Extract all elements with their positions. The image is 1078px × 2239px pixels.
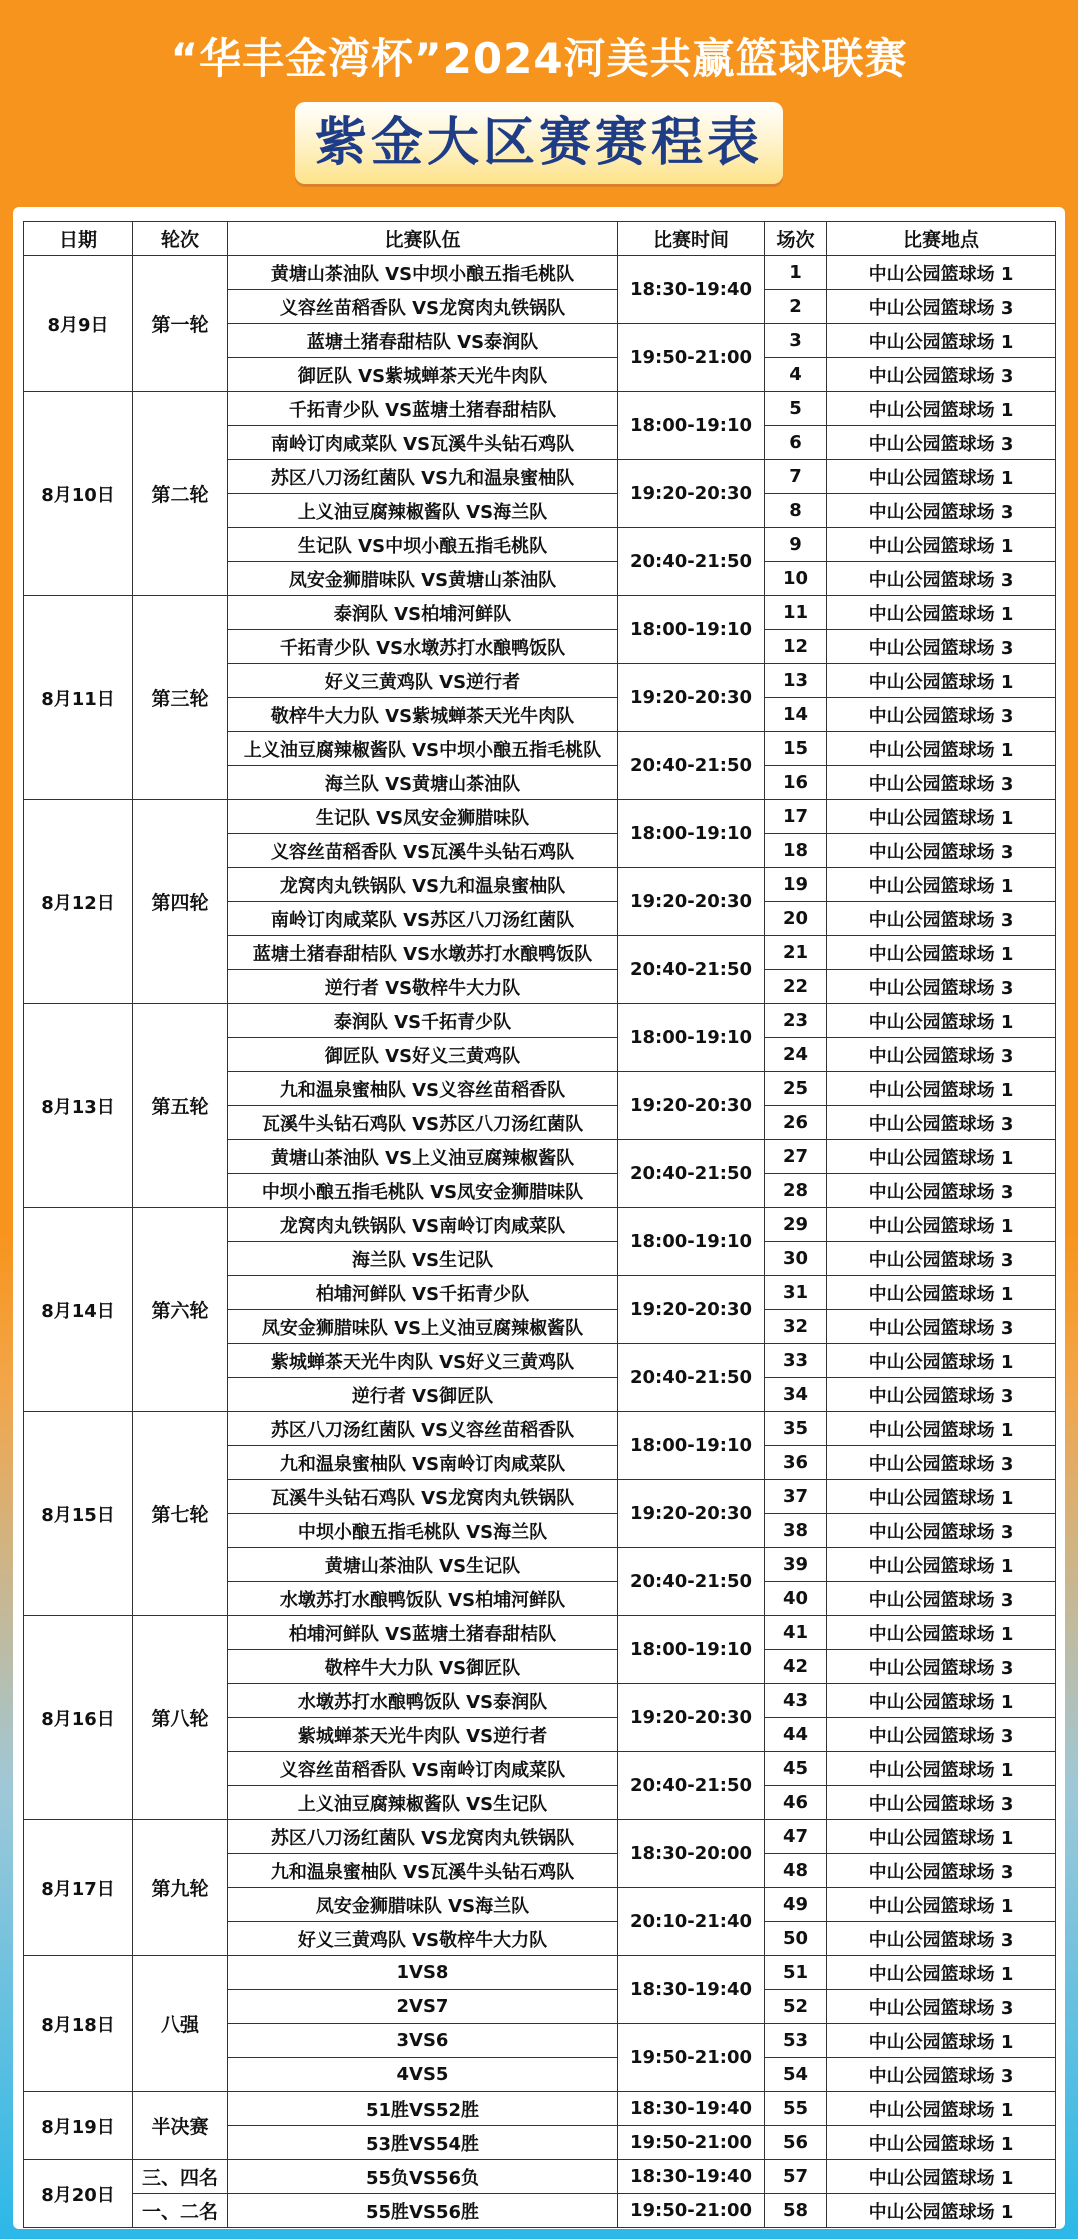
- game-no-cell: 19: [765, 868, 827, 902]
- round-cell: 半决赛: [133, 2092, 228, 2160]
- time-cell: 18:30-19:40: [618, 256, 765, 324]
- match-cell: 紫城蝉茶天光牛肉队 VS好义三黄鸡队: [228, 1344, 618, 1378]
- time-cell: 20:40-21:50: [618, 1344, 765, 1412]
- venue-cell: 中山公园篮球场 3: [827, 834, 1056, 868]
- venue-cell: 中山公园篮球场 3: [827, 970, 1056, 1004]
- round-cell: 第一轮: [133, 256, 228, 392]
- game-no-cell: 54: [765, 2058, 827, 2092]
- venue-cell: 中山公园篮球场 3: [827, 1514, 1056, 1548]
- match-cell: 海兰队 VS生记队: [228, 1242, 618, 1276]
- game-no-cell: 47: [765, 1820, 827, 1854]
- venue-cell: 中山公园篮球场 3: [827, 698, 1056, 732]
- match-cell: 水墩苏打水酿鸭饭队 VS柏埔河鲜队: [228, 1582, 618, 1616]
- subtitle-banner: [295, 102, 783, 184]
- game-no-cell: 36: [765, 1446, 827, 1480]
- venue-cell: 中山公园篮球场 1: [827, 1888, 1056, 1922]
- game-no-cell: 31: [765, 1276, 827, 1310]
- time-cell: 20:40-21:50: [618, 936, 765, 1004]
- venue-cell: 中山公园篮球场 1: [827, 1412, 1056, 1446]
- table-row: [24, 392, 1056, 426]
- page-subtitle: 紫金大区赛赛程表: [314, 113, 763, 173]
- game-no-cell: 43: [765, 1684, 827, 1718]
- venue-cell: 中山公园篮球场 1: [827, 1616, 1056, 1650]
- venue-cell: 中山公园篮球场 1: [827, 664, 1056, 698]
- match-cell: 柏埔河鲜队 VS千拓青少队: [228, 1276, 618, 1310]
- venue-cell: 中山公园篮球场 3: [827, 1106, 1056, 1140]
- venue-cell: 中山公园篮球场 1: [827, 868, 1056, 902]
- game-no-cell: 21: [765, 936, 827, 970]
- time-cell: 18:00-19:10: [618, 1208, 765, 1276]
- col-header-round: 轮次: [133, 222, 228, 256]
- time-cell: 20:40-21:50: [618, 1548, 765, 1616]
- match-cell: 苏区八刀汤红菌队 VS龙窝肉丸铁锅队: [228, 1820, 618, 1854]
- match-cell: 瓦溪牛头钻石鸡队 VS龙窝肉丸铁锅队: [228, 1480, 618, 1514]
- match-cell: 黄塘山茶油队 VS上义油豆腐辣椒酱队: [228, 1140, 618, 1174]
- table-row: [24, 1616, 1056, 1650]
- venue-cell: 中山公园篮球场 3: [827, 1174, 1056, 1208]
- venue-cell: 中山公园篮球场 3: [827, 1582, 1056, 1616]
- date-cell: 8月17日: [24, 1820, 133, 1956]
- match-cell: 南岭订肉咸菜队 VS苏区八刀汤红菌队: [228, 902, 618, 936]
- match-cell: 千拓青少队 VS蓝塘土猪春甜桔队: [228, 392, 618, 426]
- game-no-cell: 13: [765, 664, 827, 698]
- venue-cell: 中山公园篮球场 1: [827, 936, 1056, 970]
- date-cell: 8月12日: [24, 800, 133, 1004]
- match-cell: 55负VS56负: [228, 2160, 618, 2194]
- match-cell: 55胜VS56胜: [228, 2194, 618, 2228]
- date-cell: 8月16日: [24, 1616, 133, 1820]
- round-cell: 第五轮: [133, 1004, 228, 1208]
- match-cell: 2VS7: [228, 1990, 618, 2024]
- venue-cell: 中山公园篮球场 1: [827, 732, 1056, 766]
- venue-cell: 中山公园篮球场 1: [827, 2160, 1056, 2194]
- schedule-card: [13, 207, 1065, 2229]
- time-cell: 18:00-19:10: [618, 1616, 765, 1684]
- venue-cell: 中山公园篮球场 1: [827, 596, 1056, 630]
- match-cell: 好义三黄鸡队 VS敬梓牛大力队: [228, 1922, 618, 1956]
- time-cell: 18:00-19:10: [618, 1412, 765, 1480]
- venue-cell: 中山公园篮球场 1: [827, 1752, 1056, 1786]
- venue-cell: 中山公园篮球场 3: [827, 1990, 1056, 2024]
- venue-cell: 中山公园篮球场 3: [827, 1786, 1056, 1820]
- game-no-cell: 38: [765, 1514, 827, 1548]
- game-no-cell: 4: [765, 358, 827, 392]
- game-no-cell: 7: [765, 460, 827, 494]
- venue-cell: 中山公园篮球场 3: [827, 1242, 1056, 1276]
- match-cell: 海兰队 VS黄塘山茶油队: [228, 766, 618, 800]
- time-cell: 18:00-19:10: [618, 1004, 765, 1072]
- time-cell: 19:20-20:30: [618, 460, 765, 528]
- match-cell: 凤安金狮腊味队 VS黄塘山茶油队: [228, 562, 618, 596]
- venue-cell: 中山公园篮球场 1: [827, 1344, 1056, 1378]
- venue-cell: 中山公园篮球场 3: [827, 1922, 1056, 1956]
- match-cell: 中坝小酿五指毛桃队 VS海兰队: [228, 1514, 618, 1548]
- game-no-cell: 32: [765, 1310, 827, 1344]
- match-cell: 生记队 VS中坝小酿五指毛桃队: [228, 528, 618, 562]
- game-no-cell: 14: [765, 698, 827, 732]
- game-no-cell: 29: [765, 1208, 827, 1242]
- venue-cell: 中山公园篮球场 3: [827, 2058, 1056, 2092]
- match-cell: 3VS6: [228, 2024, 618, 2058]
- game-no-cell: 11: [765, 596, 827, 630]
- match-cell: 柏埔河鲜队 VS蓝塘土猪春甜桔队: [228, 1616, 618, 1650]
- game-no-cell: 18: [765, 834, 827, 868]
- date-cell: 8月9日: [24, 256, 133, 392]
- game-no-cell: 33: [765, 1344, 827, 1378]
- time-cell: 18:00-19:10: [618, 392, 765, 460]
- time-cell: 18:30-19:40: [618, 2160, 765, 2194]
- venue-cell: 中山公园篮球场 1: [827, 1004, 1056, 1038]
- match-cell: 敬梓牛大力队 VS御匠队: [228, 1650, 618, 1684]
- venue-cell: 中山公园篮球场 3: [827, 290, 1056, 324]
- game-no-cell: 57: [765, 2160, 827, 2194]
- match-cell: 九和温泉蜜柚队 VS南岭订肉咸菜队: [228, 1446, 618, 1480]
- match-cell: 苏区八刀汤红菌队 VS义容丝苗稻香队: [228, 1412, 618, 1446]
- game-no-cell: 25: [765, 1072, 827, 1106]
- header: [0, 0, 1078, 195]
- date-cell: 8月15日: [24, 1412, 133, 1616]
- table-row: [24, 1956, 1056, 1990]
- time-cell: 19:50-21:00: [618, 2024, 765, 2092]
- game-no-cell: 5: [765, 392, 827, 426]
- date-cell: 8月19日: [24, 2092, 133, 2160]
- game-no-cell: 53: [765, 2024, 827, 2058]
- game-no-cell: 1: [765, 256, 827, 290]
- game-no-cell: 40: [765, 1582, 827, 1616]
- table-header-row: [24, 222, 1056, 256]
- game-no-cell: 51: [765, 1956, 827, 1990]
- match-cell: 瓦溪牛头钻石鸡队 VS苏区八刀汤红菌队: [228, 1106, 618, 1140]
- match-cell: 南岭订肉咸菜队 VS瓦溪牛头钻石鸡队: [228, 426, 618, 460]
- match-cell: 敬梓牛大力队 VS紫城蝉茶天光牛肉队: [228, 698, 618, 732]
- match-cell: 51胜VS52胜: [228, 2092, 618, 2126]
- match-cell: 中坝小酿五指毛桃队 VS凤安金狮腊味队: [228, 1174, 618, 1208]
- schedule-table: [23, 221, 1056, 2228]
- venue-cell: 中山公园篮球场 3: [827, 1038, 1056, 1072]
- date-cell: 8月18日: [24, 1956, 133, 2092]
- venue-cell: 中山公园篮球场 1: [827, 1548, 1056, 1582]
- venue-cell: 中山公园篮球场 1: [827, 2092, 1056, 2126]
- match-cell: 御匠队 VS好义三黄鸡队: [228, 1038, 618, 1072]
- table-row: [24, 2092, 1056, 2126]
- match-cell: 九和温泉蜜柚队 VS瓦溪牛头钻石鸡队: [228, 1854, 618, 1888]
- match-cell: 紫城蝉茶天光牛肉队 VS逆行者: [228, 1718, 618, 1752]
- match-cell: 上义油豆腐辣椒酱队 VS生记队: [228, 1786, 618, 1820]
- venue-cell: 中山公园篮球场 1: [827, 1208, 1056, 1242]
- venue-cell: 中山公园篮球场 3: [827, 562, 1056, 596]
- venue-cell: 中山公园篮球场 1: [827, 800, 1056, 834]
- game-no-cell: 9: [765, 528, 827, 562]
- match-cell: 凤安金狮腊味队 VS海兰队: [228, 1888, 618, 1922]
- page-title: “华丰金湾杯”2024河美共赢篮球联赛: [170, 34, 908, 83]
- time-cell: 20:40-21:50: [618, 1140, 765, 1208]
- round-cell: 第九轮: [133, 1820, 228, 1956]
- game-no-cell: 56: [765, 2126, 827, 2160]
- match-cell: 义容丝苗稻香队 VS瓦溪牛头钻石鸡队: [228, 834, 618, 868]
- time-cell: 19:20-20:30: [618, 1480, 765, 1548]
- time-cell: 20:10-21:40: [618, 1888, 765, 1956]
- round-cell: 三、四名: [133, 2160, 228, 2194]
- match-cell: 生记队 VS凤安金狮腊味队: [228, 800, 618, 834]
- venue-cell: 中山公园篮球场 3: [827, 1378, 1056, 1412]
- venue-cell: 中山公园篮球场 3: [827, 1718, 1056, 1752]
- time-cell: 18:00-19:10: [618, 800, 765, 868]
- venue-cell: 中山公园篮球场 1: [827, 2194, 1056, 2228]
- col-header-time: 比赛时间: [618, 222, 765, 256]
- time-cell: 20:40-21:50: [618, 1752, 765, 1820]
- date-cell: 8月14日: [24, 1208, 133, 1412]
- match-cell: 黄塘山茶油队 VS生记队: [228, 1548, 618, 1582]
- match-cell: 好义三黄鸡队 VS逆行者: [228, 664, 618, 698]
- match-cell: 义容丝苗稻香队 VS龙窝肉丸铁锅队: [228, 290, 618, 324]
- venue-cell: 中山公园篮球场 3: [827, 630, 1056, 664]
- game-no-cell: 24: [765, 1038, 827, 1072]
- game-no-cell: 17: [765, 800, 827, 834]
- table-row: [24, 800, 1056, 834]
- time-cell: 19:20-20:30: [618, 1276, 765, 1344]
- venue-cell: 中山公园篮球场 1: [827, 1140, 1056, 1174]
- game-no-cell: 44: [765, 1718, 827, 1752]
- game-no-cell: 23: [765, 1004, 827, 1038]
- game-no-cell: 58: [765, 2194, 827, 2228]
- col-header-date: 日期: [24, 222, 133, 256]
- schedule-body: [24, 256, 1056, 2228]
- match-cell: 逆行者 VS敬梓牛大力队: [228, 970, 618, 1004]
- match-cell: 黄塘山茶油队 VS中坝小酿五指毛桃队: [228, 256, 618, 290]
- time-cell: 18:30-19:40: [618, 2092, 765, 2126]
- venue-cell: 中山公园篮球场 1: [827, 2126, 1056, 2160]
- venue-cell: 中山公园篮球场 1: [827, 1820, 1056, 1854]
- match-cell: 龙窝肉丸铁锅队 VS九和温泉蜜柚队: [228, 868, 618, 902]
- round-cell: 第六轮: [133, 1208, 228, 1412]
- match-cell: 蓝塘土猪春甜桔队 VS水墩苏打水酿鸭饭队: [228, 936, 618, 970]
- game-no-cell: 12: [765, 630, 827, 664]
- col-header-venue: 比赛地点: [827, 222, 1056, 256]
- game-no-cell: 45: [765, 1752, 827, 1786]
- game-no-cell: 30: [765, 1242, 827, 1276]
- round-cell: 第二轮: [133, 392, 228, 596]
- match-cell: 4VS5: [228, 2058, 618, 2092]
- game-no-cell: 41: [765, 1616, 827, 1650]
- time-cell: 19:20-20:30: [618, 868, 765, 936]
- table-row: [24, 1208, 1056, 1242]
- game-no-cell: 52: [765, 1990, 827, 2024]
- date-cell: 8月11日: [24, 596, 133, 800]
- match-cell: 千拓青少队 VS水墩苏打水酿鸭饭队: [228, 630, 618, 664]
- game-no-cell: 27: [765, 1140, 827, 1174]
- game-no-cell: 55: [765, 2092, 827, 2126]
- match-cell: 上义油豆腐辣椒酱队 VS海兰队: [228, 494, 618, 528]
- match-cell: 御匠队 VS紫城蝉茶天光牛肉队: [228, 358, 618, 392]
- match-cell: 九和温泉蜜柚队 VS义容丝苗稻香队: [228, 1072, 618, 1106]
- game-no-cell: 34: [765, 1378, 827, 1412]
- time-cell: 18:30-20:00: [618, 1820, 765, 1888]
- game-no-cell: 28: [765, 1174, 827, 1208]
- match-cell: 泰润队 VS千拓青少队: [228, 1004, 618, 1038]
- time-cell: 18:00-19:10: [618, 596, 765, 664]
- venue-cell: 中山公园篮球场 1: [827, 1684, 1056, 1718]
- time-cell: 19:20-20:30: [618, 1072, 765, 1140]
- round-cell: 第八轮: [133, 1616, 228, 1820]
- venue-cell: 中山公园篮球场 1: [827, 1956, 1056, 1990]
- round-cell: 第七轮: [133, 1412, 228, 1616]
- col-header-match: 比赛队伍: [228, 222, 618, 256]
- match-cell: 龙窝肉丸铁锅队 VS南岭订肉咸菜队: [228, 1208, 618, 1242]
- game-no-cell: 20: [765, 902, 827, 936]
- time-cell: 20:40-21:50: [618, 528, 765, 596]
- venue-cell: 中山公园篮球场 1: [827, 1072, 1056, 1106]
- game-no-cell: 49: [765, 1888, 827, 1922]
- table-row: [24, 1412, 1056, 1446]
- venue-cell: 中山公园篮球场 1: [827, 460, 1056, 494]
- time-cell: 19:50-21:00: [618, 2194, 765, 2228]
- match-cell: 义容丝苗稻香队 VS南岭订肉咸菜队: [228, 1752, 618, 1786]
- venue-cell: 中山公园篮球场 1: [827, 256, 1056, 290]
- game-no-cell: 39: [765, 1548, 827, 1582]
- game-no-cell: 15: [765, 732, 827, 766]
- venue-cell: 中山公园篮球场 3: [827, 426, 1056, 460]
- match-cell: 上义油豆腐辣椒酱队 VS中坝小酿五指毛桃队: [228, 732, 618, 766]
- venue-cell: 中山公园篮球场 1: [827, 392, 1056, 426]
- round-cell: 一、二名: [133, 2194, 228, 2228]
- time-cell: 19:20-20:30: [618, 1684, 765, 1752]
- match-cell: 苏区八刀汤红菌队 VS九和温泉蜜柚队: [228, 460, 618, 494]
- round-cell: 八强: [133, 1956, 228, 2092]
- game-no-cell: 2: [765, 290, 827, 324]
- venue-cell: 中山公园篮球场 1: [827, 1480, 1056, 1514]
- game-no-cell: 26: [765, 1106, 827, 1140]
- match-cell: 泰润队 VS柏埔河鲜队: [228, 596, 618, 630]
- venue-cell: 中山公园篮球场 1: [827, 324, 1056, 358]
- match-cell: 水墩苏打水酿鸭饭队 VS泰润队: [228, 1684, 618, 1718]
- col-header-game-no: 场次: [765, 222, 827, 256]
- match-cell: 53胜VS54胜: [228, 2126, 618, 2160]
- date-cell: 8月13日: [24, 1004, 133, 1208]
- game-no-cell: 48: [765, 1854, 827, 1888]
- time-cell: 18:30-19:40: [618, 1956, 765, 2024]
- time-cell: 19:50-21:00: [618, 324, 765, 392]
- game-no-cell: 16: [765, 766, 827, 800]
- table-row: [24, 256, 1056, 290]
- date-cell: 8月10日: [24, 392, 133, 596]
- game-no-cell: 22: [765, 970, 827, 1004]
- round-cell: 第三轮: [133, 596, 228, 800]
- game-no-cell: 6: [765, 426, 827, 460]
- venue-cell: 中山公园篮球场 3: [827, 1446, 1056, 1480]
- game-no-cell: 8: [765, 494, 827, 528]
- table-row: [24, 2160, 1056, 2194]
- match-cell: 逆行者 VS御匠队: [228, 1378, 618, 1412]
- table-row: [24, 1004, 1056, 1038]
- date-cell: 8月20日: [24, 2160, 133, 2228]
- game-no-cell: 50: [765, 1922, 827, 1956]
- match-cell: 1VS8: [228, 1956, 618, 1990]
- time-cell: 19:20-20:30: [618, 664, 765, 732]
- venue-cell: 中山公园篮球场 3: [827, 766, 1056, 800]
- time-cell: 19:50-21:00: [618, 2126, 765, 2160]
- game-no-cell: 46: [765, 1786, 827, 1820]
- venue-cell: 中山公园篮球场 1: [827, 1276, 1056, 1310]
- venue-cell: 中山公园篮球场 3: [827, 1650, 1056, 1684]
- match-cell: 凤安金狮腊味队 VS上义油豆腐辣椒酱队: [228, 1310, 618, 1344]
- venue-cell: 中山公园篮球场 3: [827, 358, 1056, 392]
- game-no-cell: 3: [765, 324, 827, 358]
- venue-cell: 中山公园篮球场 3: [827, 1854, 1056, 1888]
- game-no-cell: 35: [765, 1412, 827, 1446]
- venue-cell: 中山公园篮球场 1: [827, 528, 1056, 562]
- venue-cell: 中山公园篮球场 3: [827, 1310, 1056, 1344]
- match-cell: 蓝塘土猪春甜桔队 VS泰润队: [228, 324, 618, 358]
- game-no-cell: 10: [765, 562, 827, 596]
- venue-cell: 中山公园篮球场 3: [827, 902, 1056, 936]
- venue-cell: 中山公园篮球场 1: [827, 2024, 1056, 2058]
- venue-cell: 中山公园篮球场 3: [827, 494, 1056, 528]
- round-cell: 第四轮: [133, 800, 228, 1004]
- table-row: [24, 1820, 1056, 1854]
- time-cell: 20:40-21:50: [618, 732, 765, 800]
- game-no-cell: 42: [765, 1650, 827, 1684]
- table-row: [24, 2194, 1056, 2228]
- table-row: [24, 596, 1056, 630]
- game-no-cell: 37: [765, 1480, 827, 1514]
